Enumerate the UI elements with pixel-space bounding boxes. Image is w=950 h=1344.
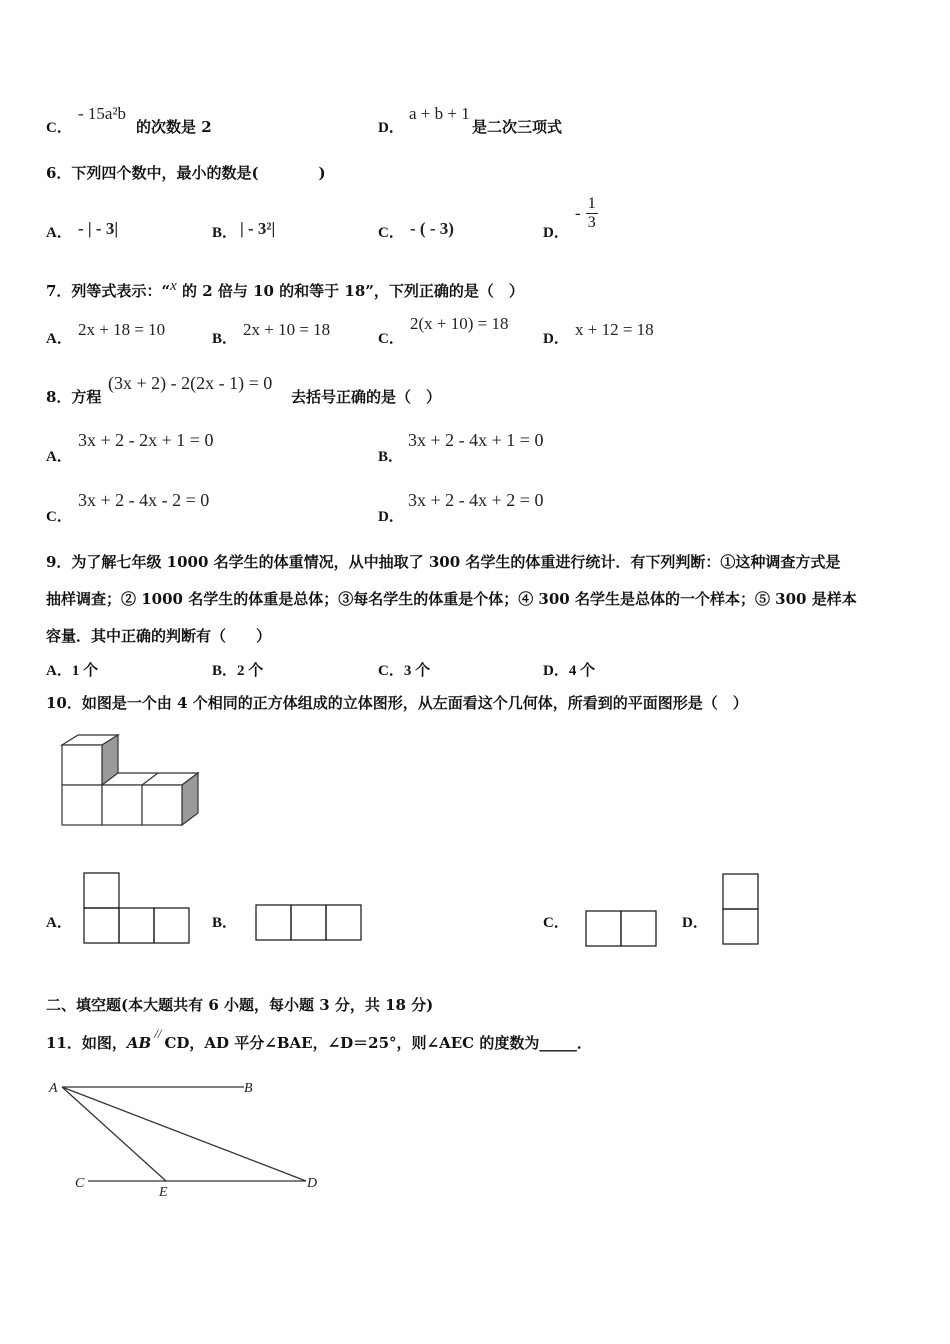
q6-option-a-label[interactable]: A． [46,225,72,241]
q8-option-b-value: 3x + 2 - 4x + 1 = 0 [408,430,544,450]
q7-stem: 7．列等式表示：“x 的 2 倍与 10 的和等于 18”，下列正确的是（ ） [46,278,524,300]
q7-option-a-value: 2x + 18 = 10 [78,320,166,339]
q6-option-b-value: | - 3²| [240,219,276,238]
q7-option-c-label[interactable]: C． [378,331,404,347]
point-d-label: D [307,1176,318,1191]
q8-equation: (3x + 2) - 2(2x - 1) = 0 [108,373,273,393]
q5-option-d-expr: a + b + 1 [409,104,470,123]
q9-line-1: 9．为了解七年级 1000 名学生的体重情况，从中抽取了 300 名学生的体重进行统计．有下列判断：①这种调查方式是 [46,553,841,571]
q9-option-a[interactable]: A．1 个 [46,663,99,679]
point-b-label: B [244,1081,253,1096]
q8-option-b-label[interactable]: B． [378,449,404,465]
q10-option-c-figure[interactable] [585,910,660,950]
q10-option-a-figure[interactable] [83,872,193,946]
q9-option-c[interactable]: C．3 个 [378,663,431,679]
q9-line-2: 抽样调查；② 1000 名学生的体重是总体；③每名学生的体重是个体；④ 300 名学生是总体的一个样本；⑤ 300 是样本 [46,590,857,608]
q10-option-b-label[interactable]: B． [212,915,238,931]
q6-stem: 6．下列四个数中，最小的数是( ) [46,164,326,182]
q7-option-b-value: 2x + 10 = 18 [243,320,331,339]
point-e-label: E [159,1185,168,1200]
q10-option-d-figure[interactable] [722,873,762,948]
q6-option-d-label[interactable]: D． [543,225,569,241]
q10-option-d-label[interactable]: D． [682,915,708,931]
q8-option-a-label[interactable]: A． [46,449,72,465]
q6-option-c-value: - ( - 3) [410,219,454,238]
q5-option-d-label[interactable]: D． [378,120,404,136]
q8-option-a-value: 3x + 2 - 2x + 1 = 0 [78,430,214,450]
q7-option-d-value: x + 12 = 18 [575,320,654,339]
q7-option-b-label[interactable]: B． [212,331,238,347]
q5-option-d-text: 是二次三项式 [472,118,563,136]
q6-option-b-label[interactable]: B． [212,225,238,241]
q7-option-c-value: 2(x + 10) = 18 [410,314,509,333]
q10-option-a-label[interactable]: A． [46,915,72,931]
q5-option-c-text: 的次数是 2 [136,118,212,136]
q8-option-c-label[interactable]: C． [46,509,72,525]
q9-option-b[interactable]: B．2 个 [212,663,264,679]
q6-option-d-fraction: - $\frac{1}{3}$ [575,195,596,231]
q10-solid-figure [58,733,204,828]
q8-option-c-value: 3x + 2 - 4x - 2 = 0 [78,490,210,510]
q10-option-b-figure[interactable] [255,904,365,944]
point-a-label: A [49,1081,58,1096]
q5-option-c-label[interactable]: C． [46,120,72,136]
q6-option-c-label[interactable]: C． [378,225,404,241]
q11-stem: 11．如图，AB//CD，AD 平分∠BAE，∠D＝25°，则∠AEC 的度数为_____． [46,1026,592,1052]
q9-line-3: 容量．其中正确的判断有（ ） [46,627,272,645]
q8-option-d-value: 3x + 2 - 4x + 2 = 0 [408,490,544,510]
q7-option-d-label[interactable]: D． [543,331,569,347]
q9-option-d[interactable]: D．4 个 [543,663,596,679]
q8-stem-a: 8．方程 [46,388,102,406]
q5-option-c-expr: - 15a²b [78,104,127,123]
section-2-title: 二、填空题(本大题共有 6 小题，每小题 3 分，共 18 分) [46,996,434,1014]
q8-option-d-label[interactable]: D． [378,509,404,525]
q6-option-a-value: - | - 3| [78,219,119,238]
q10-option-c-label[interactable]: C． [543,915,569,931]
q11-geometry-figure [46,1076,336,1206]
q7-option-a-label[interactable]: A． [46,331,72,347]
q10-stem: 10．如图是一个由 4 个相同的正方体组成的立体图形，从左面看这个几何体，所看到的平面图形是（ ） [46,694,748,712]
point-c-label: C [75,1176,85,1191]
q8-stem-b: 去括号正确的是（ ） [291,388,442,406]
